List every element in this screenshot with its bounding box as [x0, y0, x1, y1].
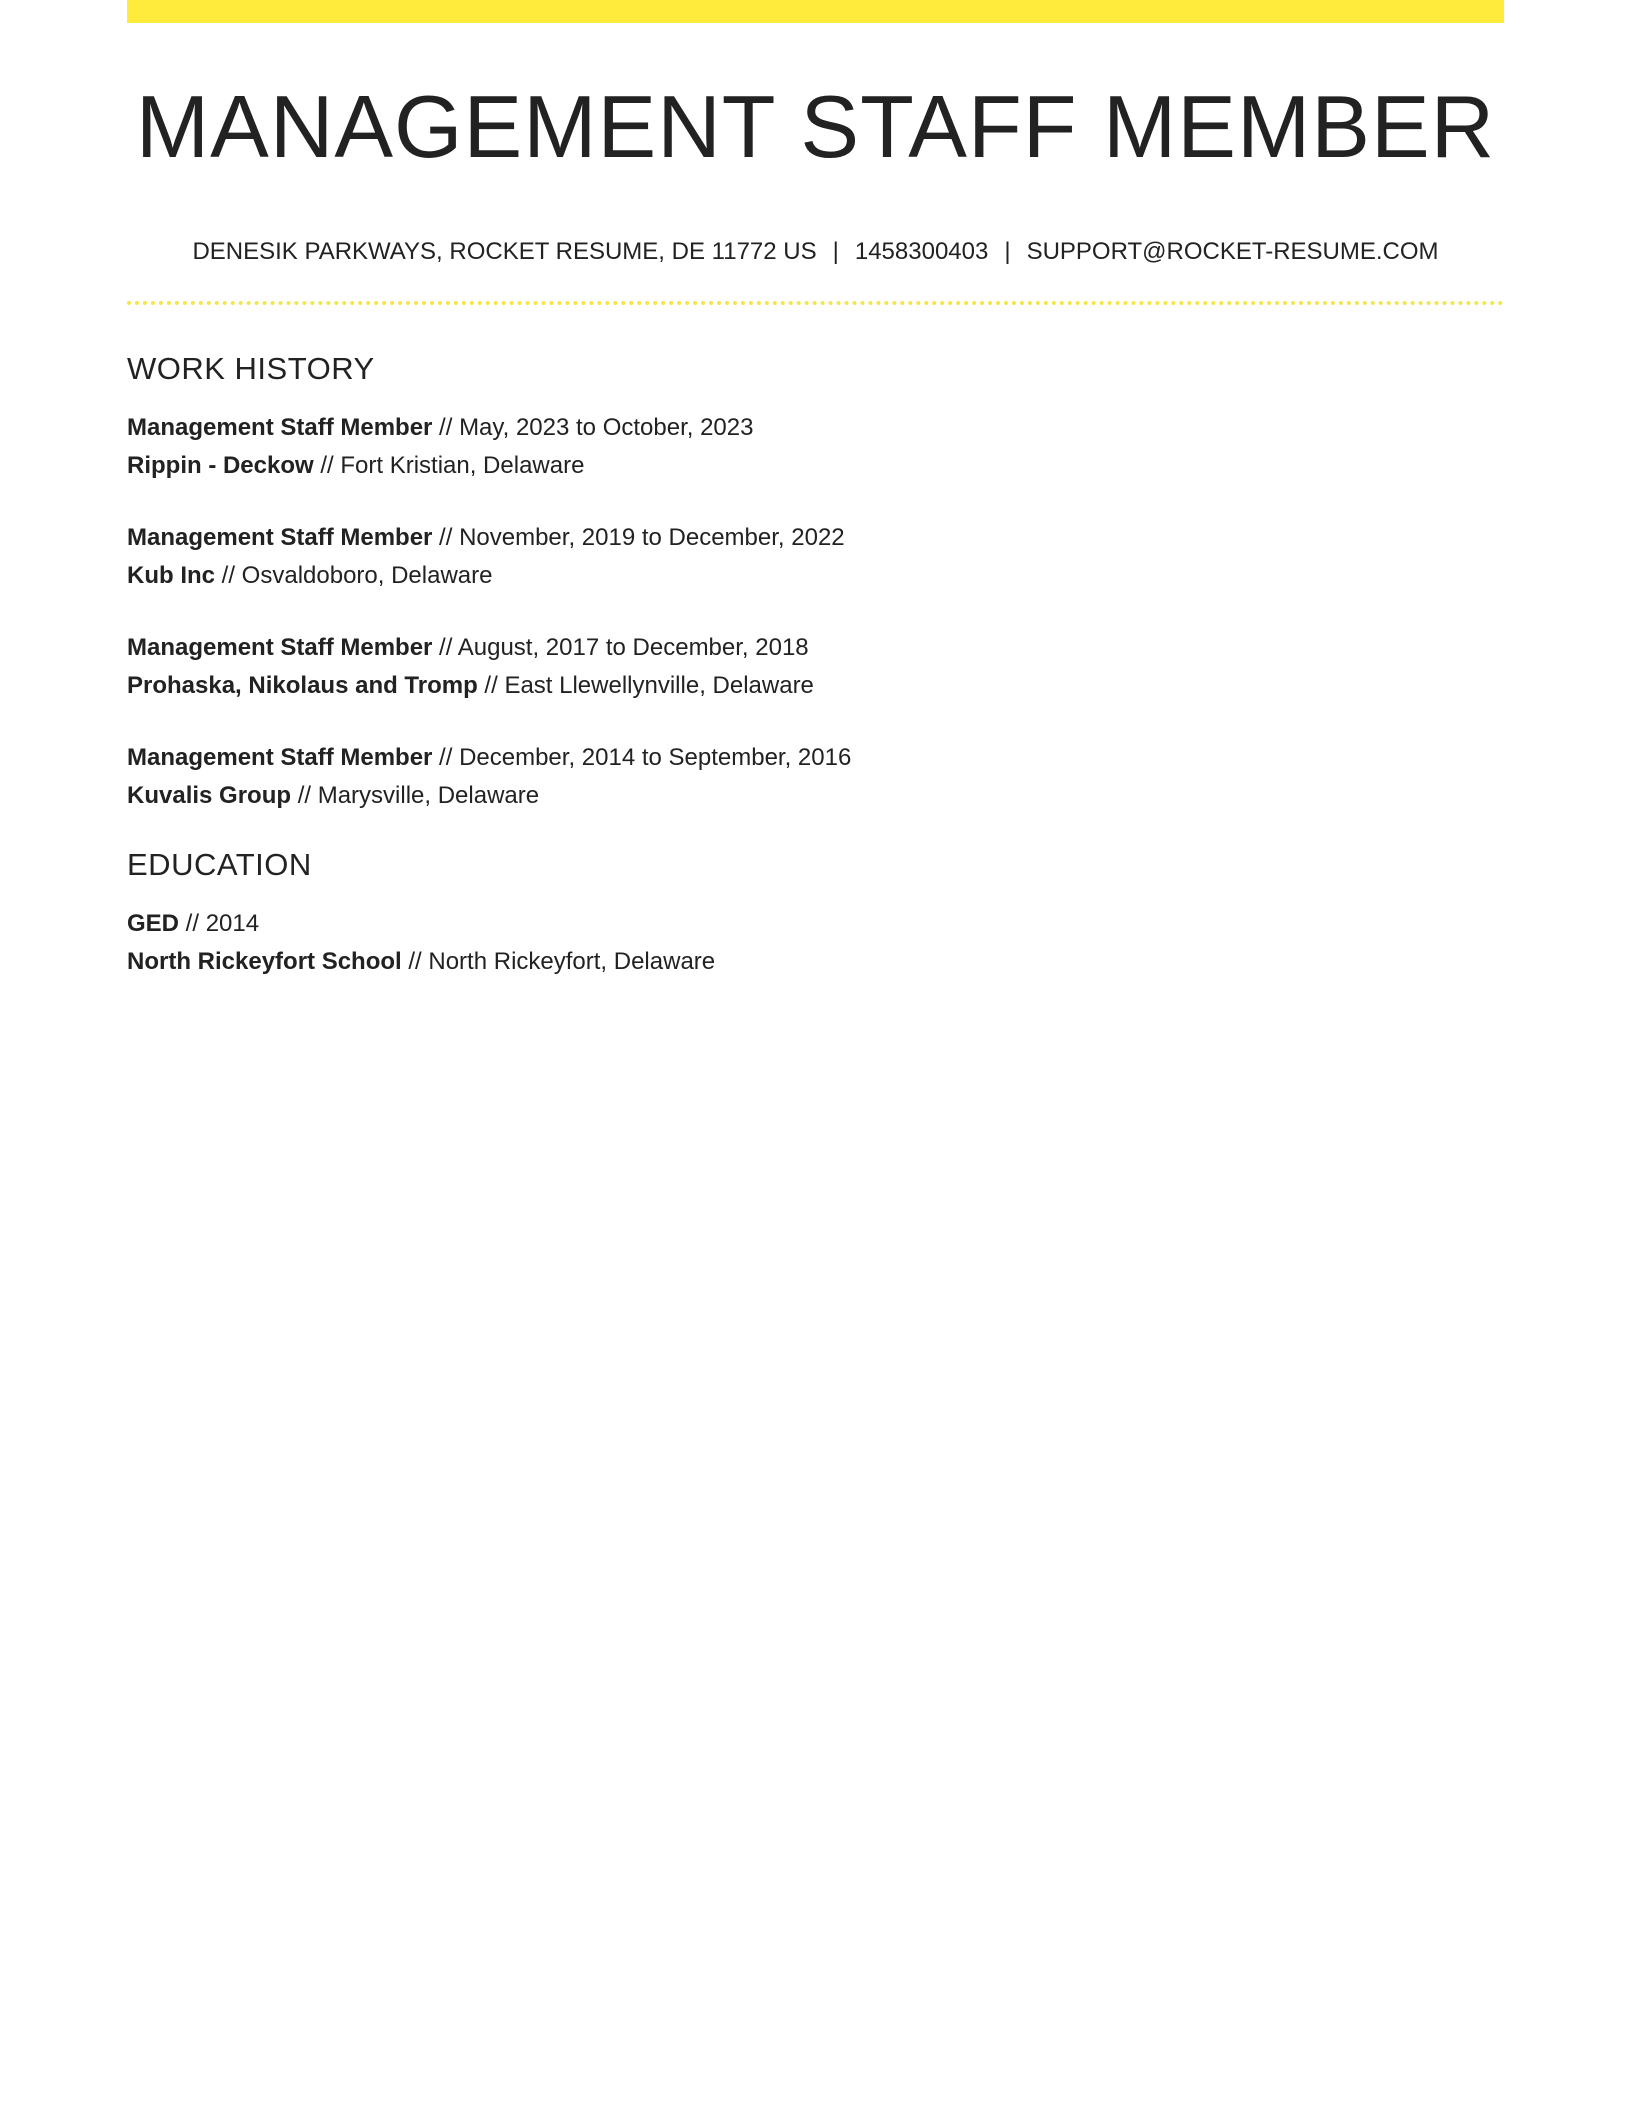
- job-company-line: [127, 557, 1504, 595]
- accent-bar: [127, 0, 1504, 23]
- job-dates: // May, 2023 to October, 2023: [432, 414, 754, 442]
- job-role-line: [127, 739, 1504, 777]
- job-location: // Fort Kristian, Delaware: [313, 452, 585, 480]
- school-name: North Rickeyfort School: [127, 948, 402, 976]
- work-history-list: [127, 409, 1504, 815]
- job-company: Kub Inc: [127, 562, 215, 590]
- job-location: // East Llewellynville, Delaware: [477, 672, 814, 700]
- phone: 1458300403: [854, 238, 989, 266]
- job-role-line: [127, 409, 1504, 447]
- section-title-education: EDUCATION: [127, 847, 312, 883]
- dotted-divider: [127, 301, 1504, 305]
- job-dates: // August, 2017 to December, 2018: [432, 634, 809, 662]
- job-entry: [127, 739, 1504, 815]
- job-dates: // November, 2019 to December, 2022: [432, 524, 845, 552]
- job-role-line: [127, 519, 1504, 557]
- degree-line: [127, 905, 1504, 943]
- graduation-year: // 2014: [179, 910, 260, 938]
- job-entry: [127, 409, 1504, 485]
- job-role: Management Staff Member: [127, 414, 433, 442]
- job-location: // Marysville, Delaware: [291, 782, 540, 810]
- job-company-line: [127, 447, 1504, 485]
- job-company-line: [127, 667, 1504, 705]
- job-entry: [127, 519, 1504, 595]
- contact-line: [127, 238, 1504, 267]
- job-role: Management Staff Member: [127, 634, 433, 662]
- section-title-work-history: WORK HISTORY: [127, 351, 375, 387]
- school-location: // North Rickeyfort, Delaware: [401, 948, 716, 976]
- page-title: MANAGEMENT STAFF MEMBER: [135, 77, 1496, 176]
- job-company-line: [127, 777, 1504, 815]
- resume-page: [127, 0, 1504, 981]
- job-role-line: [127, 629, 1504, 667]
- education-entry: [127, 905, 1504, 981]
- job-entry: [127, 629, 1504, 705]
- school-line: [127, 943, 1504, 981]
- separator: |: [1004, 238, 1011, 266]
- job-company: Prohaska, Nikolaus and Tromp: [127, 672, 478, 700]
- job-role: Management Staff Member: [127, 524, 433, 552]
- job-role: Management Staff Member: [127, 744, 433, 772]
- job-location: // Osvaldoboro, Delaware: [215, 562, 493, 590]
- address: DENESIK PARKWAYS, ROCKET RESUME, DE 11772 US: [192, 238, 817, 266]
- job-company: Kuvalis Group: [127, 782, 292, 810]
- email: SUPPORT@ROCKET-RESUME.COM: [1026, 238, 1439, 266]
- job-dates: // December, 2014 to September, 2016: [432, 744, 852, 772]
- education-list: [127, 905, 1504, 981]
- degree: GED: [127, 910, 180, 938]
- separator: |: [832, 238, 839, 266]
- job-company: Rippin - Deckow: [127, 452, 314, 480]
